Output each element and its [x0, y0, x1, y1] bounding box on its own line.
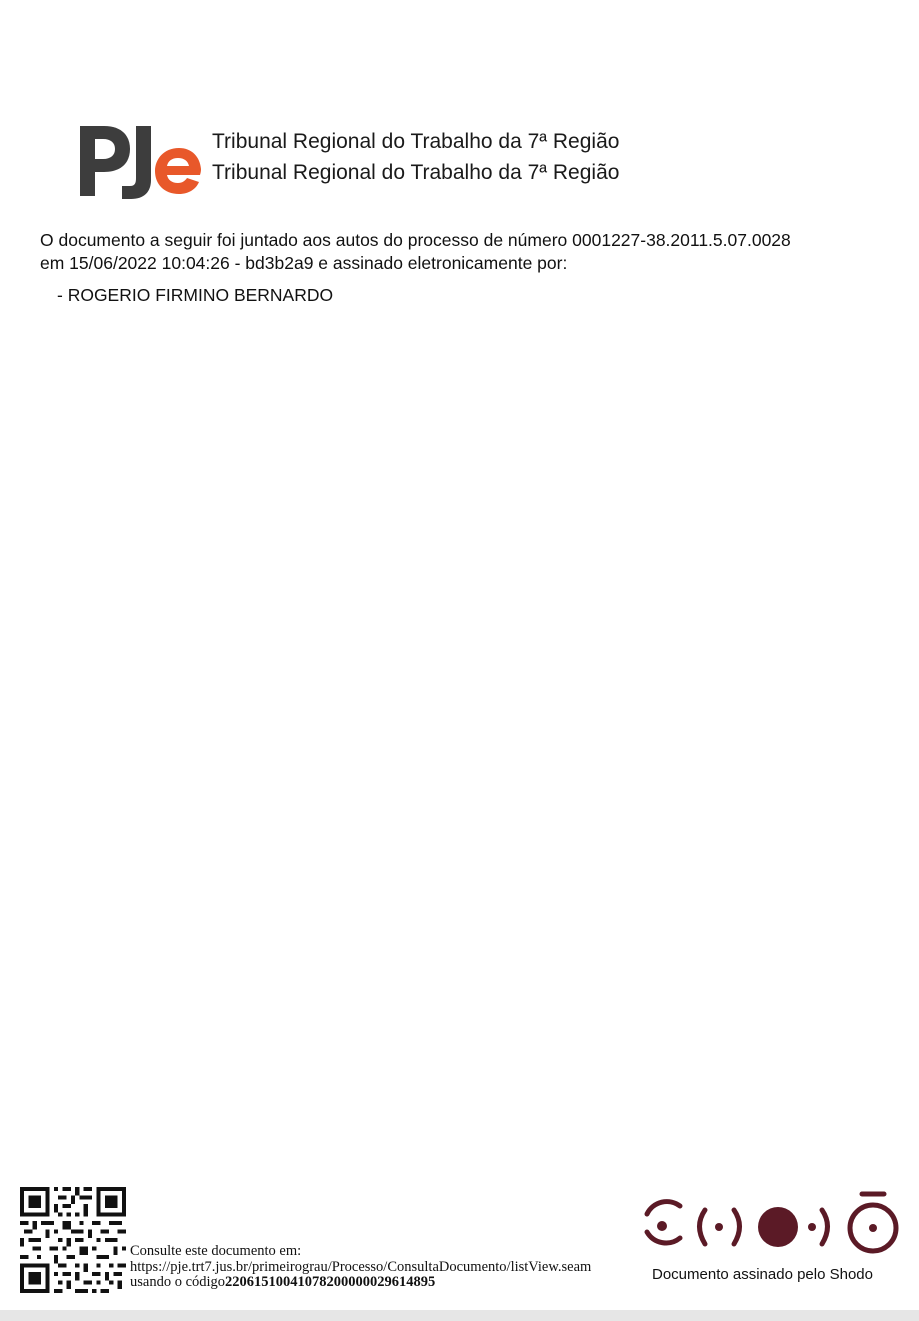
court-heading [212, 126, 619, 188]
verification-note [130, 1244, 591, 1291]
pje-logo [78, 120, 202, 202]
statement-line-1: O documento a seguir foi juntado aos autos do processo de número 0001227-38.2011.5.07.0028 [40, 230, 791, 250]
court-name-line-1: Tribunal Regional do Trabalho da 7ª Região [212, 130, 620, 153]
verification-url[interactable]: https://pje.trt7.jus.br/primeirograu/Processo/ConsultaDocumento/listView.seam [130, 1258, 592, 1275]
verification-code-line [130, 1275, 591, 1291]
shodo-caption: Documento assinado pelo Shodo [652, 1266, 873, 1283]
statement-line-2: em 15/06/2022 10:04:26 - bd3b2a9 e assinado eletronicamente por: [40, 253, 568, 273]
juntada-statement [40, 229, 880, 275]
verification-code: 22061510041078200000029614895 [225, 1274, 436, 1290]
header [78, 120, 619, 202]
page-bottom-edge [0, 1310, 919, 1321]
signer-name: - ROGERIO FIRMINO BERNARDO [57, 285, 334, 305]
consult-label: Consulte este documento em: [130, 1243, 302, 1259]
qr-code-icon[interactable] [20, 1187, 126, 1293]
shodo-logo [636, 1188, 902, 1258]
court-name-line-2: Tribunal Regional do Trabalho da 7ª Região [212, 161, 620, 184]
code-label: usando o código [130, 1274, 226, 1290]
